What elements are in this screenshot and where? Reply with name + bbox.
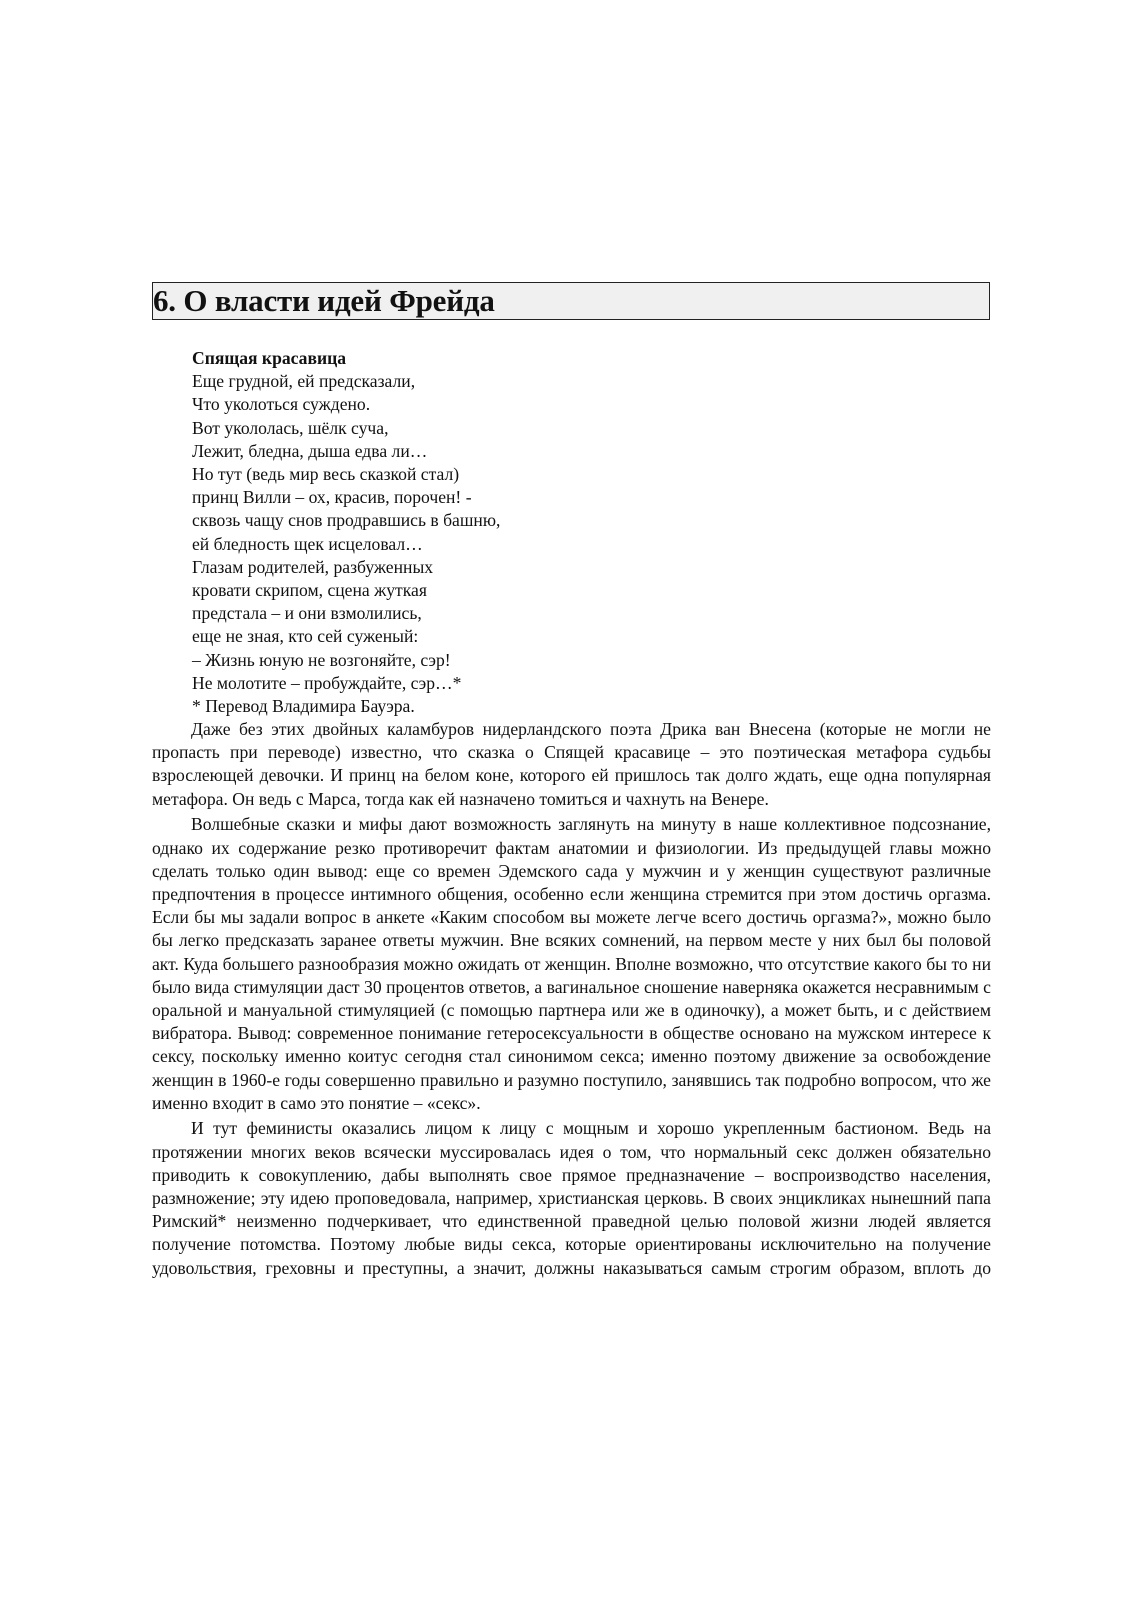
poem-line: – Жизнь юную не возгоняйте, сэр! — [192, 649, 451, 670]
poem-line: Еще грудной, ей предсказали, — [192, 371, 416, 392]
poem-line: принц Вилли – ох, красив, порочен! - — [192, 487, 472, 508]
poem-line: Лежит, бледна, дыша едва ли… — [192, 440, 428, 461]
poem-line: Но тут (ведь мир весь сказкой стал) — [192, 464, 460, 485]
body-text — [152, 718, 991, 1282]
poem-line: ей бледность щек исцеловал… — [192, 533, 423, 554]
paragraph: И тут феминисты оказались лицом к лицу с мощным и хорошо укрепленным бастионом. Ведь на протяжении многих веков всячески муссировалась идея о том, что нормальный секс должен обязательно приводить к совокуплению, дабы выполнять свое прямое предназначение – воспроизводство населения, размножение; эту идею проповедовала, например, христианская церковь. В своих энцикликах нынешний папа Римский* неизменно подчеркивает, что единственной праведной целью половой жизни людей является получение потомства. Поэтому любые виды секса, которые ориентированы исключительно на получение удовольствия, греховны и преступны, а значит, должны наказываться самым строгим образом, вплоть до — [152, 1118, 991, 1278]
poem-block — [192, 347, 752, 718]
poem-line: сквозь чащу снов продравшись в башню, — [192, 510, 501, 531]
poem-line: Глазам родителей, разбуженных — [192, 556, 434, 577]
chapter-heading: 6. О власти идей Фрейда — [152, 282, 990, 320]
poem-title: Спящая красавица — [192, 348, 347, 368]
poem-footnote: * Перевод Владимира Бауэра. — [192, 696, 415, 717]
poem-line: Вот укололась, шёлк суча, — [192, 417, 389, 438]
paragraph: Волшебные сказки и мифы дают возможность заглянуть на минуту в наше коллективное подсознание, однако их содержание резко противоречит фактам анатомии и физиологии. Из предыдущей главы можно сделать только один вывод: еще со времен Эдемского сада у мужчин и у женщин существуют различные предпочтения в процессе интимного общения, особенно если женщина стремится при этом достичь оргазма. Если бы мы задали вопрос в анкете «Каким способом вы можете легче всего достичь оргазма?», можно было бы легко предсказать заранее ответы мужчин. Вне всяких сомнений, на первом месте у них был бы половой акт. Куда большего разнообразия можно ожидать от женщин. Вполне возможно, что отсутствие какого бы то ни было вида стимуляции даст 30 процентов ответов, а вагинальное сношение наверняка окажется несравнимым с оральной и мануальной стимуляцией (с помощью партнера или же в одиночку), а может быть, и с действием вибратора. Вывод: современное понимание гетеросексуальности в обществе основано на мужском интересе к сексу, поскольку именно коитус сегодня стал синонимом секса; именно поэтому движение за освобождение женщин в 1960-е годы совершенно правильно и разумно поступило, занявшись так подробно вопросом, что же именно входит в само это понятие – «секс». — [152, 814, 991, 1113]
poem-line: Не молотите – пробуждайте, сэр…* — [192, 672, 462, 693]
paragraph: Даже без этих двойных каламбуров нидерландского поэта Дрика ван Внесена (которые не могли не пропасть при переводе) известно, что сказка о Спящей красавице – это поэтическая метафора судьбы взрослеющей девочки. И принц на белом коне, которого ей пришлось так долго ждать, еще одна популярная метафора. Он ведь с Марса, тогда как ей назначено томиться и чахнуть на Венере. — [152, 719, 991, 809]
poem-line: Что уколоться суждено. — [192, 394, 371, 415]
poem-line: предстала – и они взмолились, — [192, 603, 422, 624]
poem-line: кровати скрипом, сцена жуткая — [192, 580, 427, 601]
poem-line: еще не зная, кто сей суженый: — [192, 626, 419, 647]
